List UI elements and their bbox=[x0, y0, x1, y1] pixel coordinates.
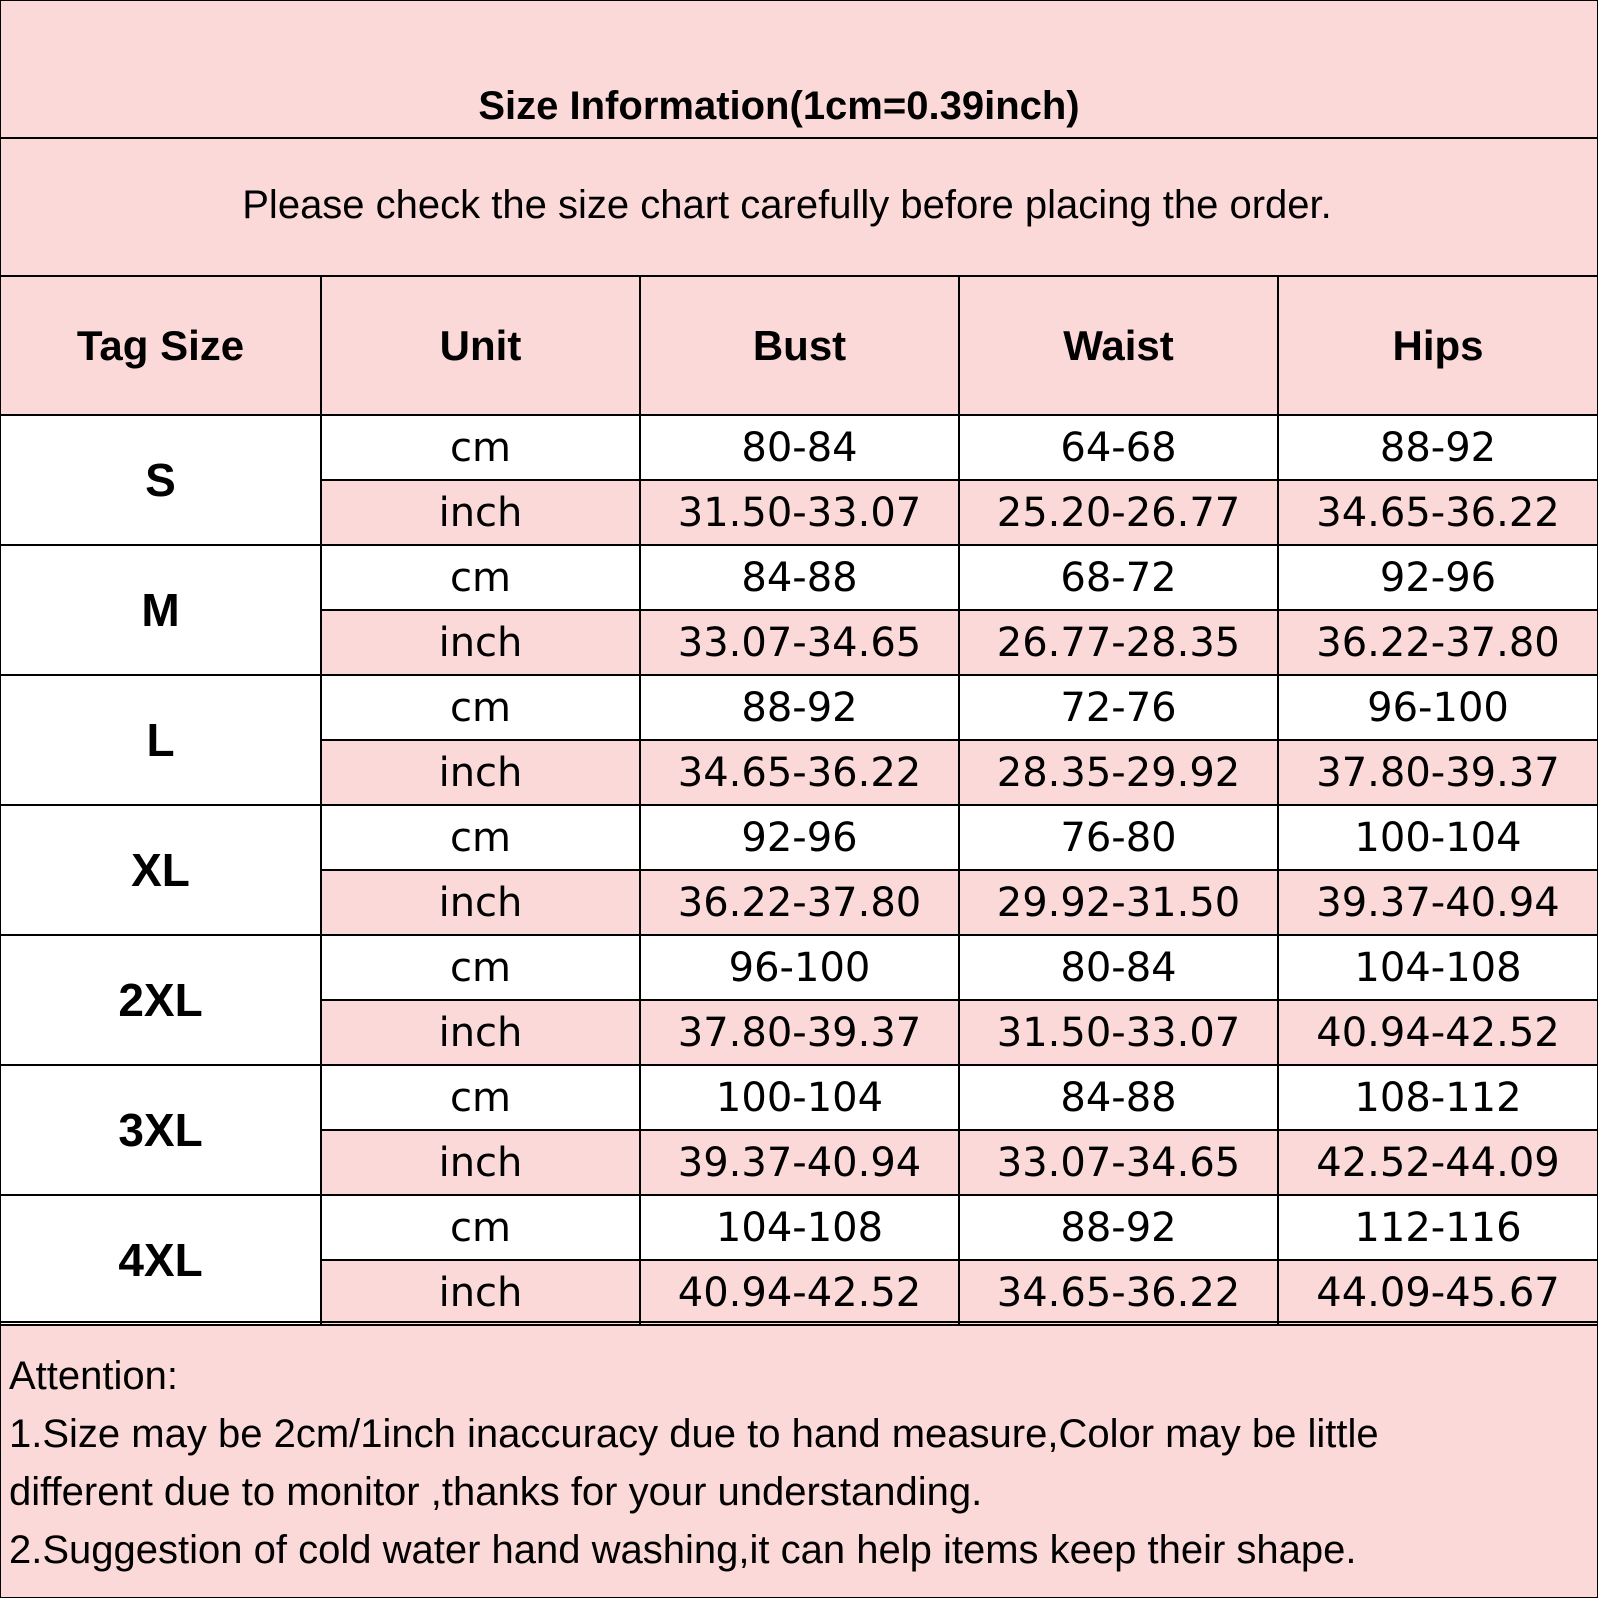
waist-cell: 68-72 bbox=[959, 545, 1278, 610]
hips-cell: 88-92 bbox=[1278, 415, 1597, 480]
bust-cell: 33.07-34.65 bbox=[640, 610, 959, 675]
unit-cell: inch bbox=[321, 480, 640, 545]
hips-cell: 92-96 bbox=[1278, 545, 1597, 610]
unit-cell: inch bbox=[321, 1130, 640, 1195]
header-tag-size: Tag Size bbox=[1, 277, 321, 415]
waist-cell: 33.07-34.65 bbox=[959, 1130, 1278, 1195]
note-line-3: 2.Suggestion of cold water hand washing,it can help items keep their shape. bbox=[9, 1528, 1357, 1572]
hips-cell: 100-104 bbox=[1278, 805, 1597, 870]
attention-notes bbox=[1, 1321, 1597, 1599]
note-line-1: 1.Size may be 2cm/1inch inaccuracy due to hand measure,Color may be little bbox=[9, 1412, 1379, 1456]
subtitle-row bbox=[1, 139, 1597, 277]
waist-cell: 72-76 bbox=[959, 675, 1278, 740]
header-unit: Unit bbox=[321, 277, 640, 415]
tag-size-cell: L bbox=[1, 675, 321, 805]
unit-cell: cm bbox=[321, 545, 640, 610]
waist-cell: 76-80 bbox=[959, 805, 1278, 870]
hips-cell: 104-108 bbox=[1278, 935, 1597, 1000]
bust-cell: 40.94-42.52 bbox=[640, 1260, 959, 1325]
bust-cell: 88-92 bbox=[640, 675, 959, 740]
bust-cell: 92-96 bbox=[640, 805, 959, 870]
bust-cell: 39.37-40.94 bbox=[640, 1130, 959, 1195]
bust-cell: 100-104 bbox=[640, 1065, 959, 1130]
bust-cell: 96-100 bbox=[640, 935, 959, 1000]
size-table bbox=[1, 277, 1597, 1326]
bust-cell: 104-108 bbox=[640, 1195, 959, 1260]
unit-cell: cm bbox=[321, 1065, 640, 1130]
table-row bbox=[1, 675, 1597, 740]
waist-cell: 26.77-28.35 bbox=[959, 610, 1278, 675]
unit-cell: cm bbox=[321, 805, 640, 870]
hips-cell: 36.22-37.80 bbox=[1278, 610, 1597, 675]
note-line-2: different due to monitor ,thanks for your understanding. bbox=[9, 1470, 983, 1514]
unit-cell: inch bbox=[321, 1000, 640, 1065]
unit-cell: cm bbox=[321, 675, 640, 740]
table-row bbox=[1, 545, 1597, 610]
tag-size-cell: XL bbox=[1, 805, 321, 935]
tag-size-cell: 3XL bbox=[1, 1065, 321, 1195]
unit-cell: cm bbox=[321, 415, 640, 480]
unit-cell: cm bbox=[321, 935, 640, 1000]
table-row bbox=[1, 1065, 1597, 1130]
bust-cell: 80-84 bbox=[640, 415, 959, 480]
tag-size-cell: 2XL bbox=[1, 935, 321, 1065]
unit-cell: cm bbox=[321, 1195, 640, 1260]
header-waist: Waist bbox=[959, 277, 1278, 415]
tag-size-cell: 4XL bbox=[1, 1195, 321, 1325]
size-table-body bbox=[1, 415, 1597, 1325]
waist-cell: 34.65-36.22 bbox=[959, 1260, 1278, 1325]
hips-cell: 112-116 bbox=[1278, 1195, 1597, 1260]
hips-cell: 39.37-40.94 bbox=[1278, 870, 1597, 935]
unit-cell: inch bbox=[321, 740, 640, 805]
title-row bbox=[1, 1, 1597, 139]
page-title: Size Information(1cm=0.39inch) bbox=[478, 84, 1080, 128]
hips-cell: 34.65-36.22 bbox=[1278, 480, 1597, 545]
hips-cell: 96-100 bbox=[1278, 675, 1597, 740]
bust-cell: 36.22-37.80 bbox=[640, 870, 959, 935]
header-bust: Bust bbox=[640, 277, 959, 415]
hips-cell: 44.09-45.67 bbox=[1278, 1260, 1597, 1325]
unit-cell: inch bbox=[321, 870, 640, 935]
waist-cell: 31.50-33.07 bbox=[959, 1000, 1278, 1065]
tag-size-cell: M bbox=[1, 545, 321, 675]
unit-cell: inch bbox=[321, 610, 640, 675]
bust-cell: 31.50-33.07 bbox=[640, 480, 959, 545]
hips-cell: 108-112 bbox=[1278, 1065, 1597, 1130]
table-row bbox=[1, 415, 1597, 480]
waist-cell: 29.92-31.50 bbox=[959, 870, 1278, 935]
waist-cell: 84-88 bbox=[959, 1065, 1278, 1130]
bust-cell: 37.80-39.37 bbox=[640, 1000, 959, 1065]
header-hips: Hips bbox=[1278, 277, 1597, 415]
bust-cell: 34.65-36.22 bbox=[640, 740, 959, 805]
waist-cell: 88-92 bbox=[959, 1195, 1278, 1260]
hips-cell: 42.52-44.09 bbox=[1278, 1130, 1597, 1195]
waist-cell: 28.35-29.92 bbox=[959, 740, 1278, 805]
page-subtitle: Please check the size chart carefully before placing the order. bbox=[242, 182, 1332, 227]
tag-size-cell: S bbox=[1, 415, 321, 545]
notes-heading: Attention: bbox=[9, 1354, 179, 1398]
table-row bbox=[1, 935, 1597, 1000]
hips-cell: 40.94-42.52 bbox=[1278, 1000, 1597, 1065]
unit-cell: inch bbox=[321, 1260, 640, 1325]
waist-cell: 25.20-26.77 bbox=[959, 480, 1278, 545]
header-row bbox=[1, 277, 1597, 415]
waist-cell: 64-68 bbox=[959, 415, 1278, 480]
waist-cell: 80-84 bbox=[959, 935, 1278, 1000]
table-row bbox=[1, 1195, 1597, 1260]
table-row bbox=[1, 805, 1597, 870]
bust-cell: 84-88 bbox=[640, 545, 959, 610]
hips-cell: 37.80-39.37 bbox=[1278, 740, 1597, 805]
